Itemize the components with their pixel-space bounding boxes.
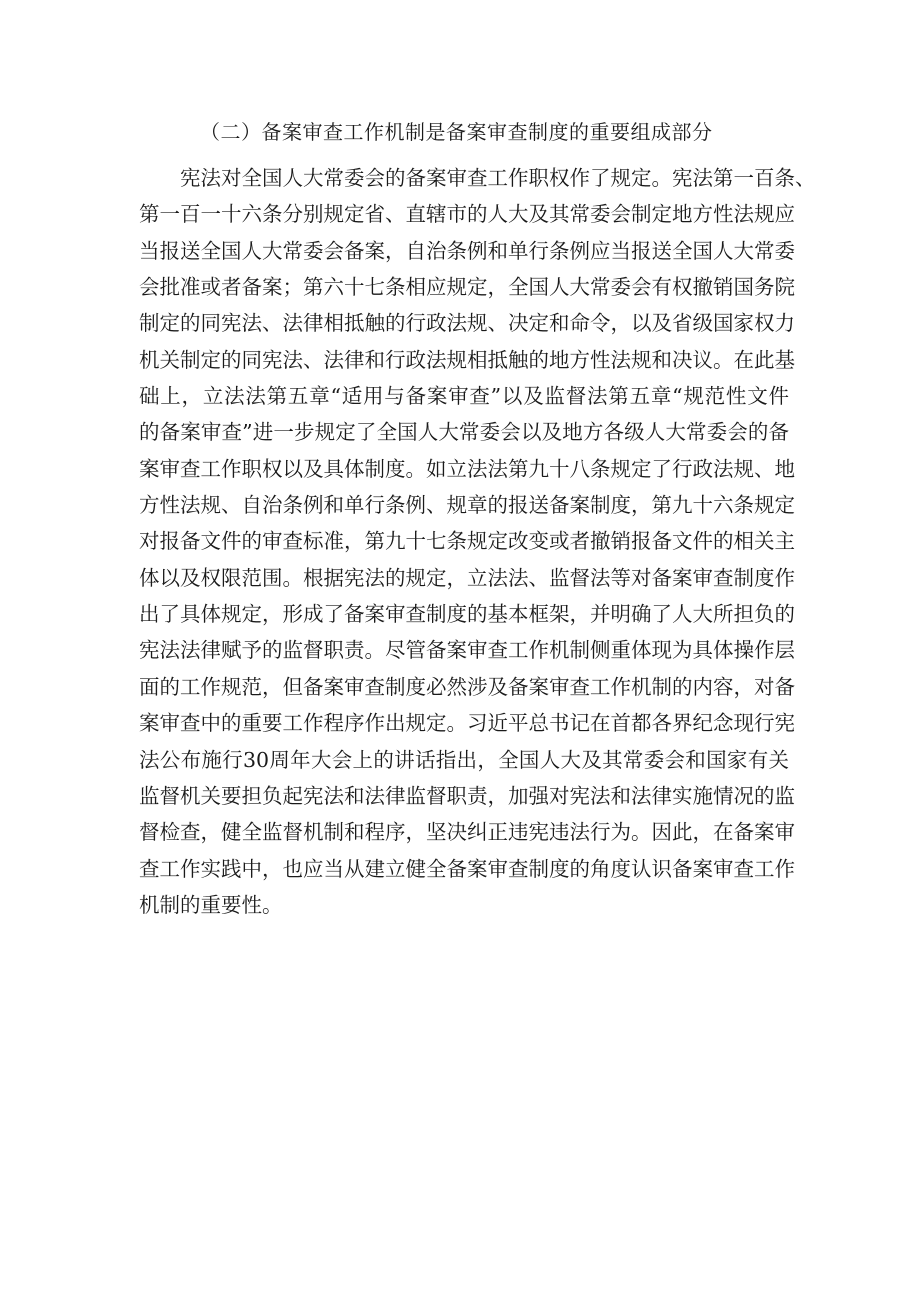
- paragraph-line: 会批准或者备案；第六十七条相应规定，全国人大常委会有权撤销国务院: [139, 275, 795, 300]
- paragraph-line: 对报备文件的审查标准，第九十七条规定改变或者撤销报备文件的相关主: [139, 529, 795, 554]
- paragraph-line: 案审查中的重要工作程序作出规定。习近平总书记在首都各界纪念现行宪: [139, 711, 795, 736]
- paragraph-line: 监督机关要担负起宪法和法律监督职责，加强对宪法和法律实施情况的监: [139, 783, 795, 808]
- paragraph-line: 机关制定的同宪法、法律和行政法规相抵触的地方性法规和决议。在此基: [139, 347, 795, 372]
- section-heading: （二）备案审查工作机制是备案审查制度的重要组成部分: [200, 120, 713, 144]
- paragraph-line: 出了具体规定，形成了备案审查制度的基本框架，并明确了人大所担负的: [139, 602, 795, 627]
- paragraph-line: 础上，立法法第五章“适用与备案审查”以及监督法第五章“规范性文件: [139, 384, 789, 409]
- paragraph-line: 的备案审查”进一步规定了全国人大常委会以及地方各级人大常委会的备: [139, 420, 789, 445]
- paragraph-line: 督检查，健全监督机制和程序，坚决纠正违宪违法行为。因此，在备案审: [139, 820, 795, 845]
- paragraph-line: 当报送全国人大常委会备案，自治条例和单行条例应当报送全国人大常委: [139, 238, 795, 263]
- paragraph-line: 案审查工作职权以及具体制度。如立法法第九十八条规定了行政法规、地: [139, 456, 795, 481]
- body-paragraph: [139, 160, 816, 923]
- paragraph-line: 第一百一十六条分别规定省、直辖市的人大及其常委会制定地方性法规应: [139, 202, 795, 227]
- paragraph-line: 方性法规、自治条例和单行条例、规章的报送备案制度，第九十六条规定: [139, 493, 795, 518]
- paragraph-line: 制定的同宪法、法律相抵触的行政法规、决定和命令，以及省级国家权力: [139, 311, 795, 336]
- paragraph-line: 面的工作规范，但备案审查制度必然涉及备案审查工作机制的内容，对备: [139, 674, 795, 699]
- paragraph-line: 查工作实践中，也应当从建立健全备案审查制度的角度认识备案审查工作: [139, 856, 795, 881]
- paragraph-line: 机制的重要性。: [139, 892, 283, 917]
- paragraph-line: 宪法对全国人大常委会的备案审查工作职权作了规定。宪法第一百条、: [180, 166, 816, 190]
- paragraph-line: 宪法法律赋予的监督职责。尽管备案审查工作机制侧重体现为具体操作层: [139, 638, 795, 663]
- paragraph-line: 法公布施行30周年大会上的讲话指出，全国人大及其常委会和国家有关: [139, 747, 789, 772]
- paragraph-line: 体以及权限范围。根据宪法的规定，立法法、监督法等对备案审查制度作: [139, 565, 795, 590]
